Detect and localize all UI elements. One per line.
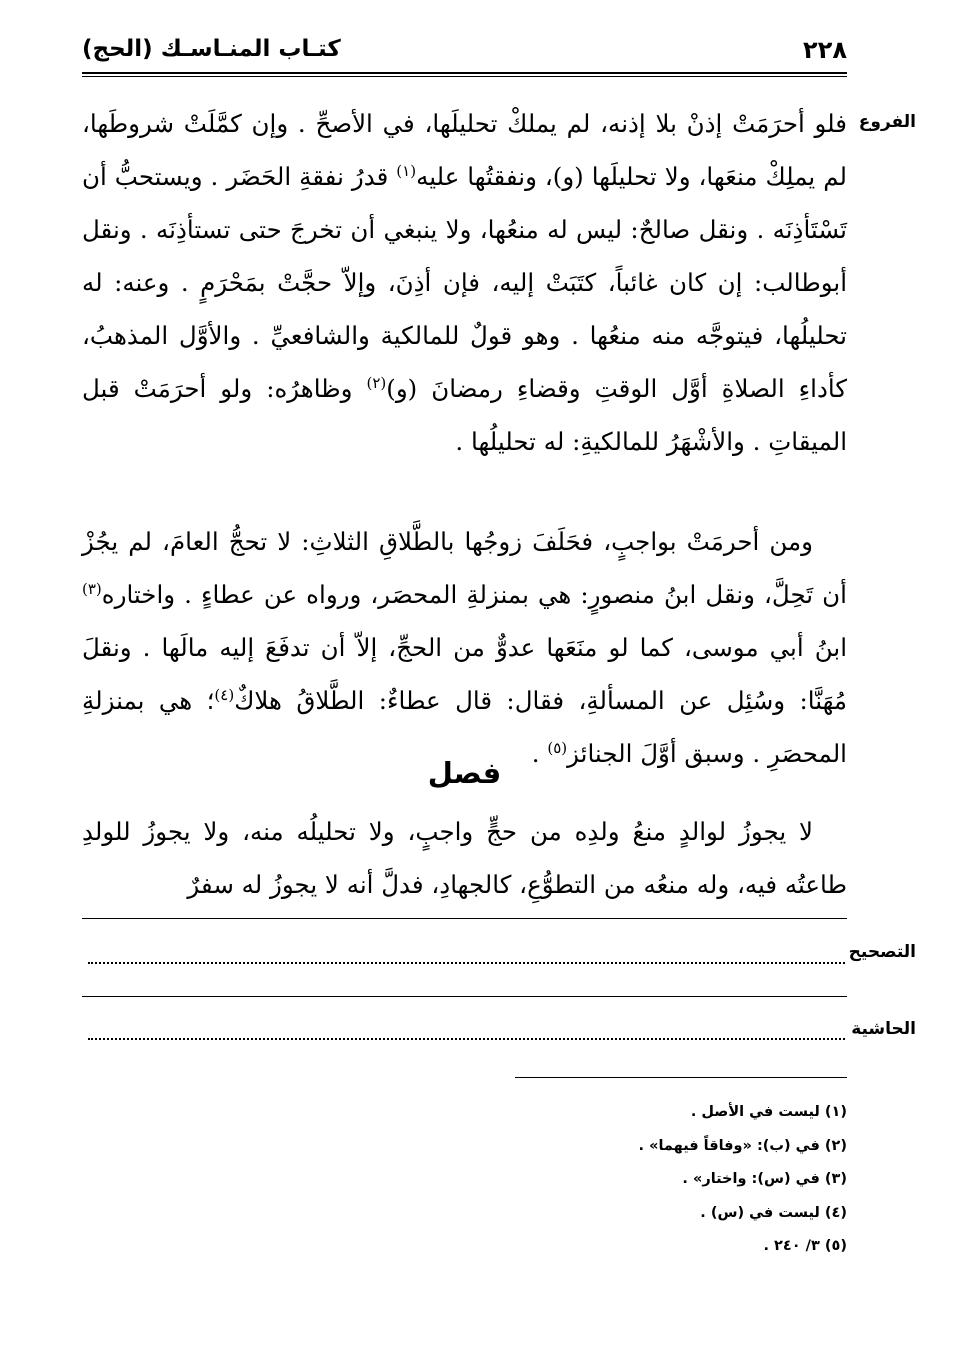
page-number: ٢٢٨ — [803, 36, 847, 64]
footnote-ref-1: (١) — [396, 161, 417, 180]
paragraph-1-text-b: قدرُ نفقةِ الحَضَر . ويستحبُّ أن تَسْتَأذِنَه . ونقل صالحٌ: ليس له منعُها، ولا ينبغي أن تخرجَ حتى تستأذِنَه . ونقل أبوطالب: إن كان غائباً، كتَبَتْ إليه، فإن أذِنَ، وإلاّ حجَّتْ بمَحْرَمٍ . وعنه: له تحليلُها، فيتوجَّه منه منعُها . وهو قولٌ للمالكية والشافعيِّ . والأوَّل المذهبُ، كأداءِ الصلاةِ أوَّل الوقتِ وقضاءِ رمضانَ (و) — [82, 162, 847, 403]
tashih-top-rule — [82, 918, 847, 919]
paragraph-2-text-c: ؛ هي بمنزلةِ المحصَرِ . وسبق أوَّلَ الجنائز — [82, 686, 847, 768]
footnote-1: (١) ليست في الأصل . — [690, 1104, 847, 1120]
footnote-4: (٤) ليست في (س) . — [700, 1204, 847, 1221]
page-header — [82, 32, 847, 72]
main-paragraph-3 — [82, 805, 847, 911]
hashiya-top-rule — [82, 996, 847, 997]
running-title: كتـاب المنـاسـك (الحج) — [82, 36, 341, 62]
paragraph-1-text-c: وظاهرُه: ولو أحرَمَتْ قبل الميقاتِ . والأشْهَرُ للمالكيةِ: له تحليلُها . — [82, 374, 847, 456]
footnote-5: (٥) ٣/ ٢٤٠ . — [763, 1238, 847, 1254]
footnote-ref-3: (٣) — [82, 579, 102, 598]
tashih-dotted-line — [88, 962, 845, 964]
footnote-ref-4: (٤) — [214, 685, 235, 704]
footnote-separator — [515, 1077, 847, 1078]
paragraph-2-text-b: ابنُ أبي موسى، كما لو منَعَها عدوٌّ من الحجِّ، إلاّ أن تدفَعَ إليه مالَها . ونقلَ مُهَنَّا: وسُئِل عن المسألةِ، فقال: قال عطاءٌ: الطَّلاقُ هلاكٌ — [82, 633, 847, 715]
header-rule-thin — [82, 76, 847, 77]
footnote-ref-2: (٢) — [366, 373, 387, 392]
side-label-tashih: التصحيح — [848, 942, 916, 962]
footnote-3: (٣) في (س): واختار» . — [682, 1171, 847, 1187]
section-heading: فصل — [427, 756, 502, 790]
hashiya-dotted-line — [88, 1038, 845, 1040]
main-paragraph-1 — [82, 97, 847, 468]
side-label-hashiya: الحاشية — [851, 1019, 916, 1039]
paragraph-2-text-a: ومن أحرمَتْ بواجبٍ، فحَلَفَ زوجُها بالطَّلاقِ الثلاثِ: لا تحجُّ العامَ، لم يجُزْ أن تَحِلَّ، ونقل ابنُ منصورٍ: هي بمنزلةِ المحصَر، ورواه عن عطاءٍ . واختاره — [82, 527, 847, 609]
header-rule — [82, 72, 847, 74]
paragraph-2-text-d: . — [531, 739, 548, 768]
footnotes — [447, 1096, 847, 1264]
main-paragraph-2 — [82, 515, 847, 780]
footnote-ref-5: (٥) — [547, 738, 568, 757]
side-label-furu: الفروع — [858, 112, 916, 132]
paragraph-1-text-a: فلو أحرَمَتْ إذنْ بلا إذنه، لم يملكْ تحليلَها، في الأصحِّ . وإن كمَّلَتْ شروطَها، لم يملِكْ منعَها، ولا تحليلَها (و)، ونفقتُها عليه — [82, 109, 847, 191]
paragraph-3-text: لا يجوزُ لوالدٍ منعُ ولدِه من حجٍّ واجبٍ، ولا تحليلُه منه، ولا يجوزُ للولدِ طاعتُه فيه، وله منعُه من التطوُّعِ، كالجهادِ، فدلَّ أنه لا يجوزُ له سفرٌ — [82, 817, 847, 899]
footnote-2: (٢) في (ب): «وفاقاً فيهما» . — [638, 1137, 847, 1154]
